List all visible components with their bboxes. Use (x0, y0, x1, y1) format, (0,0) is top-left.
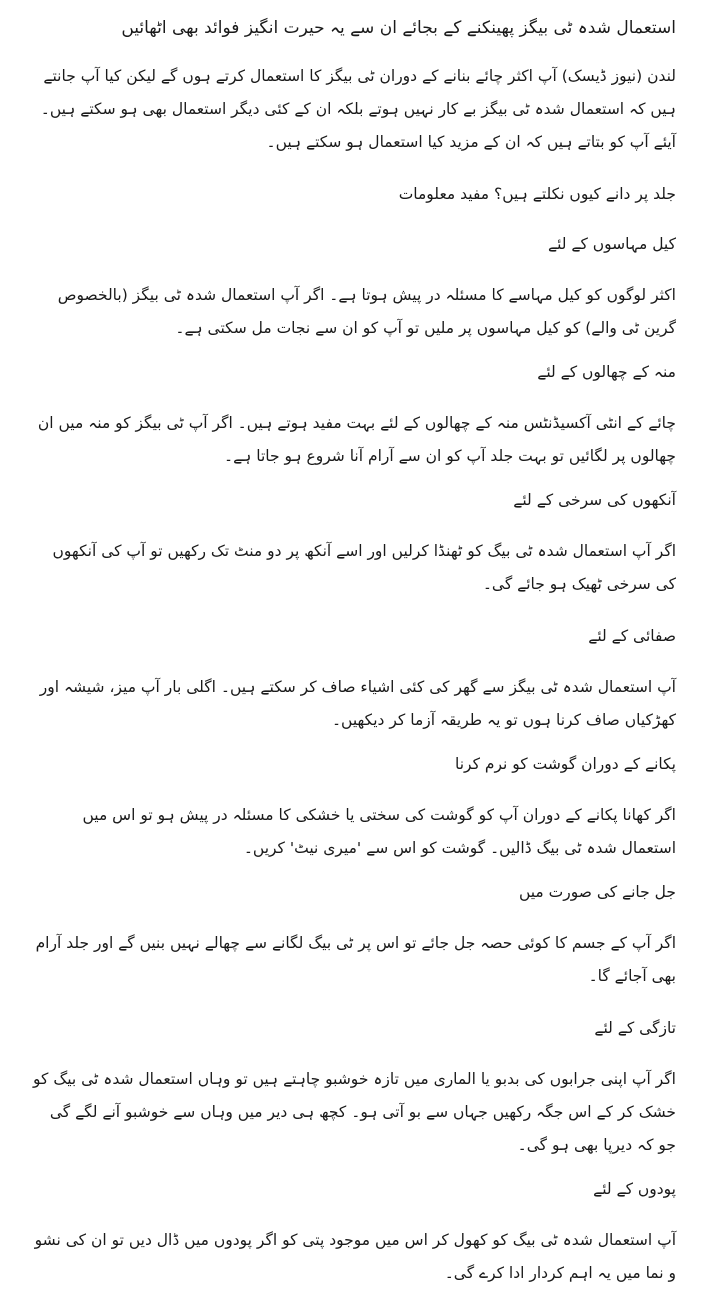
section-body: اگر آپ اپنی جرابوں کی بدبو یا الماری میں تازہ خوشبو چاہتے ہیں تو وہاں استعمال شدہ ٹی بیگ کو خشک کر کے اس جگہ رکھیں جہاں سے بو آتی ہو۔ کچھ ہی دیر میں وہاں سے خوشبو آنے لگے گی جو کہ دیرپا بھی ہو گی۔ (33, 1070, 676, 1154)
related-article-link[interactable]: جلد پر دانے کیوں نکلتے ہیں؟ مفید معلومات (398, 185, 676, 203)
section-body: چائے کے انٹی آکسیڈنٹس منہ کے چھالوں کے لئے بہت مفید ہوتے ہیں۔ اگر آپ ٹی بیگز کو منہ میں ان چھالوں پر لگائیں تو بہت جلد آپ کو ان سے آرام آنا شروع ہو جاتا ہے۔ (37, 414, 676, 465)
section-heading: جل جانے کی صورت میں (518, 883, 676, 901)
section-heading: پودوں کے لئے (593, 1180, 676, 1198)
section-body: اگر آپ کے جسم کا کوئی حصہ جل جائے تو اس پر ٹی بیگ لگانے سے چھالے نہیں بنیں گے اور جلد آرام بھی آجائے گا۔ (35, 934, 676, 985)
section-heading: پکانے کے دوران گوشت کو نرم کرنا (455, 755, 676, 773)
section-body: آپ استعمال شدہ ٹی بیگ کو کھول کر اس میں موجود پتی کو اگر پودوں میں ڈال دیں تو ان کی نشو و نما میں یہ اہم کردار ادا کرے گی۔ (34, 1231, 676, 1282)
section-body: اگر آپ استعمال شدہ ٹی بیگ کو ٹھنڈا کرلیں اور اسے آنکھ پر دو منٹ تک رکھیں تو آپ کی آنکھوں کی سرخی ٹھیک ہو جائے گی۔ (52, 542, 676, 593)
section-heading: تازگی کے لئے (594, 1019, 676, 1037)
section-heading: منہ کے چھالوں کے لئے (537, 363, 676, 381)
section-heading: صفائی کے لئے (588, 627, 676, 645)
article-intro: لندن (نیوز ڈیسک) آپ اکثر چائے بنانے کے دوران ٹی بیگز کا استعمال کرتے ہوں گے لیکن کیا آپ جانتے ہیں کہ استعمال شدہ ٹی بیگز بے کار نہیں ہوتے بلکہ ان کے کئی دیگر استعمال بھی ہو سکتے ہیں۔ آیئے آپ کو بتاتے ہیں کہ ان کے مزید کیا استعمال ہو سکتے ہیں۔ (40, 67, 676, 151)
section-body: اگر کھانا پکانے کے دوران آپ کو گوشت کی سختی یا خشکی کا مسئلہ در پیش ہو تو اس میں استعمال شدہ ٹی بیگ ڈالیں۔ گوشت کو اس سے 'میری نیٹ' کریں۔ (82, 806, 676, 857)
section-body: اکثر لوگوں کو کیل مہاسے کا مسئلہ در پیش ہوتا ہے۔ اگر آپ استعمال شدہ ٹی بیگز (بالخصوص گرین ٹی والے) کو کیل مہاسوں پر ملیں تو آپ کو ان سے نجات مل سکتی ہے۔ (57, 286, 676, 337)
section-body: آپ استعمال شدہ ٹی بیگز سے گھر کی کئی اشیاء صاف کر سکتے ہیں۔ اگلی بار آپ میز، شیشہ اور کھڑکیاں صاف کرنا ہوں تو یہ طریقہ آزما کر دیکھیں۔ (39, 678, 676, 729)
article-title: استعمال شدہ ٹی بیگز پھینکنے کے بجائے ان سے یہ حیرت انگیز فوائد بھی اٹھائیں (121, 18, 676, 38)
section-heading: کیل مہاسوں کے لئے (547, 235, 676, 253)
section-heading: آنکھوں کی سرخی کے لئے (513, 491, 676, 509)
